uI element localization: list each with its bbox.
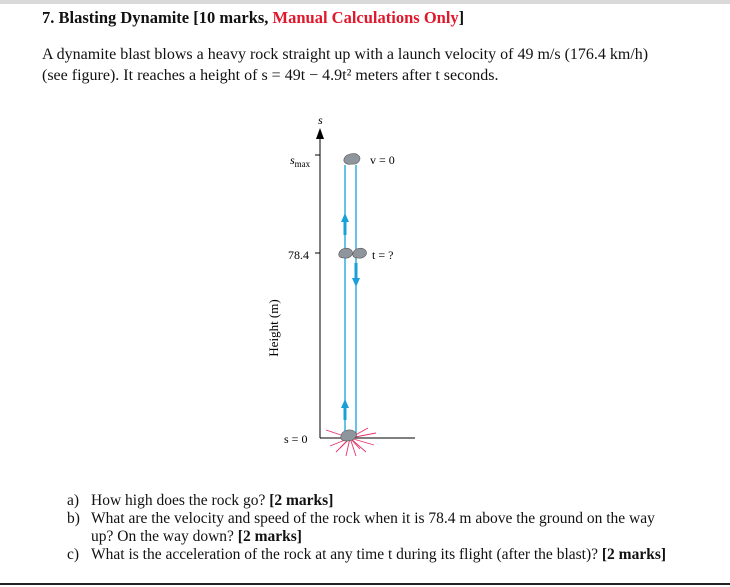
- rock-icon: [344, 154, 360, 165]
- question-list: [67, 492, 667, 564]
- s-axis-arrowhead: [316, 128, 324, 139]
- question-a-body: How high does the rock go?: [91, 492, 270, 509]
- problem-line-2: (see figure). It reaches a height of s = 49t − 4.9t² meters after t seconds.: [42, 67, 499, 84]
- problem-statement: [42, 44, 682, 86]
- arrow-down-icon: [352, 263, 360, 287]
- time-unknown-label: t = ?: [372, 248, 394, 262]
- question-b-marks: [2 marks]: [237, 528, 302, 545]
- bottom-rule: [0, 583, 730, 585]
- s-axis-label: s: [318, 113, 323, 127]
- question-c-body: What is the acceleration of the rock at any time t during its flight (after the blast)?: [91, 546, 602, 563]
- problem-line-1: A dynamite blast blows a heavy rock straight up with a launch velocity of 49 m/s (176.4 km/h): [42, 46, 649, 63]
- rock-icon: [353, 248, 367, 258]
- question-b-text: [91, 510, 667, 546]
- question-a: [67, 492, 667, 510]
- heading-prefix: 7. Blasting Dynamite [10 marks,: [42, 8, 273, 27]
- question-heading: [42, 8, 464, 28]
- question-a-marks: [2 marks]: [269, 492, 334, 509]
- rock-trajectory-figure: [260, 108, 430, 468]
- question-c-marks: [2 marks]: [601, 546, 667, 563]
- ground-label: s = 0: [284, 432, 308, 446]
- heading-highlight: Manual Calculations Only: [272, 8, 459, 27]
- question-c-text: [91, 546, 667, 564]
- arrow-up-icon: [341, 399, 349, 420]
- question-c-label: c): [67, 546, 80, 563]
- figure-svg: [260, 108, 430, 468]
- top-rule: [0, 0, 730, 4]
- question-c: [67, 546, 667, 564]
- question-a-text: [91, 492, 667, 510]
- heading-suffix: ]: [458, 8, 465, 27]
- rock-icon: [339, 248, 353, 258]
- question-b-body: What are the velocity and speed of the rock when it is 78.4 m above the ground on the way up? On the way down?: [91, 510, 655, 545]
- y-axis-title: Height (m): [266, 299, 281, 357]
- smax-label: [290, 153, 311, 169]
- mid-height-label: 78.4: [288, 248, 309, 262]
- smax-s: s: [290, 153, 295, 167]
- velocity-zero-label: v = 0: [370, 153, 395, 167]
- smax-subscript: max: [294, 159, 311, 169]
- question-a-label: a): [67, 492, 80, 509]
- question-b-label: b): [67, 510, 80, 527]
- question-b: [67, 510, 667, 546]
- arrow-up-icon: [341, 213, 349, 235]
